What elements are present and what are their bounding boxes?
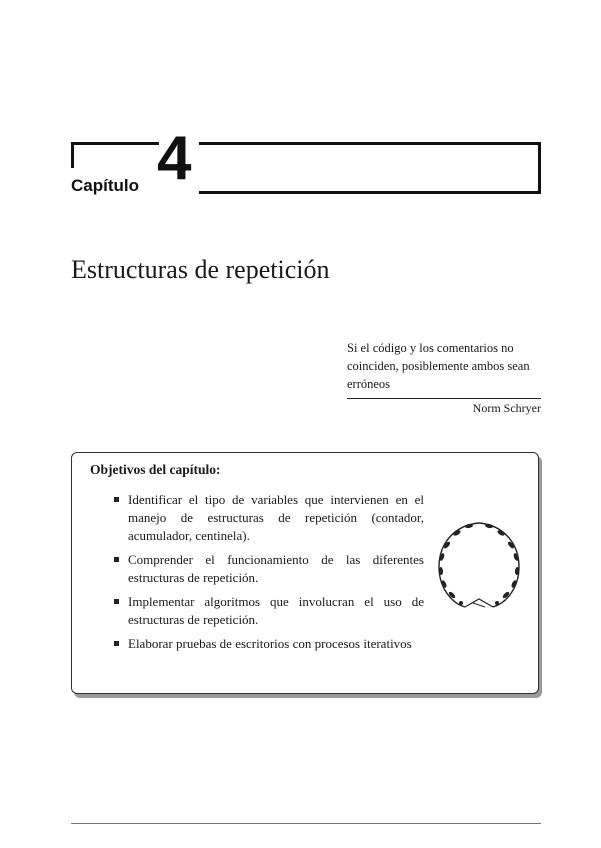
chapter-number: 4 xyxy=(157,124,192,193)
frame-top-left xyxy=(71,142,159,145)
bullet-icon xyxy=(114,641,119,646)
chapter-title: Estructuras de repetición xyxy=(71,255,330,285)
bullet-icon xyxy=(114,557,119,562)
list-item xyxy=(112,491,424,545)
epigraph-author: Norm Schryer xyxy=(472,401,541,415)
frame-left-tick xyxy=(71,142,74,168)
epigraph-quote: Si el código y los comentarios no coinciden, posiblemente ambos sean erróneos xyxy=(347,341,530,391)
frame-top-right xyxy=(199,142,541,145)
objectives-list xyxy=(112,491,424,659)
objective-text: Elaborar pruebas de escritorios con procesos iterativos xyxy=(128,636,412,651)
footer-rule xyxy=(71,823,541,824)
epigraph-rule xyxy=(347,398,541,399)
list-item xyxy=(112,593,424,629)
objective-text: Identificar el tipo de variables que intervienen en el manejo de estructuras de repetición (contador, acumulador, centinela). xyxy=(128,492,424,543)
objectives-heading: Objetivos del capítulo: xyxy=(90,462,221,477)
bullet-icon xyxy=(114,599,119,604)
objective-text: Comprender el funcionamiento de las diferentes estructuras de repetición. xyxy=(128,552,424,585)
laurel-wreath-icon xyxy=(433,517,525,615)
list-item xyxy=(112,551,424,587)
chapter-frame xyxy=(71,142,541,194)
list-item xyxy=(112,635,424,653)
frame-right-side xyxy=(538,142,541,194)
chapter-word: Capítulo xyxy=(71,176,139,195)
bullet-icon xyxy=(114,497,119,502)
frame-bottom xyxy=(199,191,541,194)
objective-text: Implementar algoritmos que involucran el uso de estructuras de repetición. xyxy=(128,594,424,627)
